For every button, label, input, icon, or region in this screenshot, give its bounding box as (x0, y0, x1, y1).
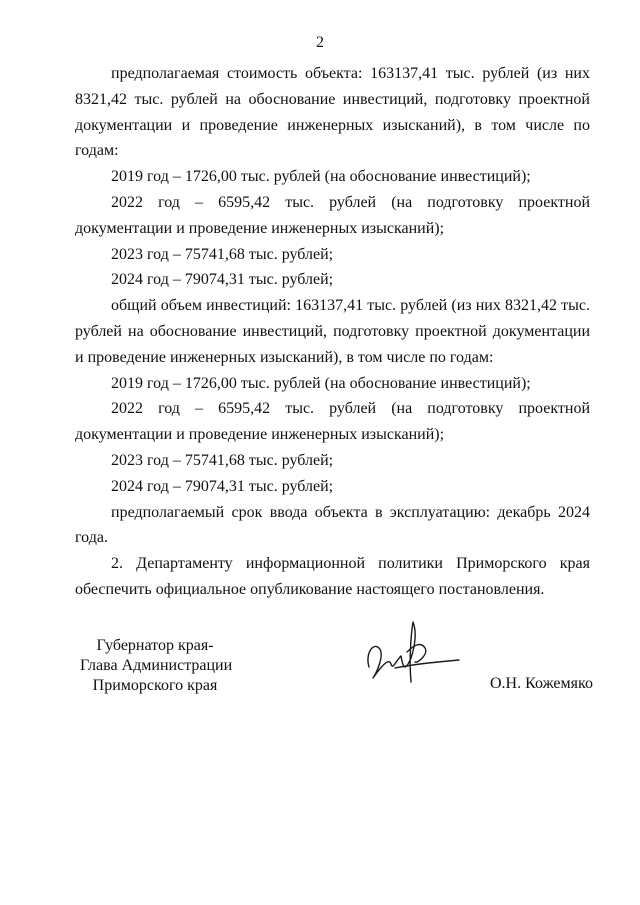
paragraph: 2022 год – 6595,42 тыс. рублей (на подготовку проектной документации и проведение инженерных изысканий); (75, 400, 590, 444)
page-number: 2 (316, 34, 324, 51)
document-body (75, 61, 590, 603)
paragraph: 2023 год – 75741,68 тыс. рублей; (111, 451, 334, 469)
paragraph: 2024 год – 79074,31 тыс. рублей; (111, 271, 334, 289)
signatory-title-line: Глава Администрации (80, 657, 233, 674)
paragraph: предполагаемый срок ввода объекта в эксплуатацию: декабрь 2024 года. (75, 503, 590, 547)
paragraph: 2019 год – 1726,00 тыс. рублей (на обоснование инвестиций); (111, 168, 531, 186)
signatory-title-line: Приморского края (92, 677, 218, 694)
signatory-name: О.Н. Кожемяко (490, 675, 593, 692)
paragraph: 2023 год – 75741,68 тыс. рублей; (111, 245, 334, 263)
handwritten-signature-icon (355, 612, 465, 692)
signatory-title-line: Губернатор края- (96, 637, 214, 654)
paragraph: предполагаемая стоимость объекта: 163137,41 тыс. рублей (из них 8321,42 тыс. рублей на обоснование инвестиций, подготовку проектной документации и проведение инженерных изысканий), в том числе по годам: (75, 65, 590, 160)
paragraph: 2. Департаменту информационной политики Приморского края обеспечить официальное опубликование настоящего постановления. (75, 555, 590, 598)
paragraph: 2024 год – 79074,31 тыс. рублей; (111, 477, 334, 495)
signatory-title (80, 636, 233, 696)
paragraph: общий объем инвестиций: 163137,41 тыс. рублей (из них 8321,42 тыс. рублей на обоснование инвестиций, подготовку проектной документации и проведение инженерных изысканий), в том числе по годам: (75, 297, 590, 366)
paragraph: 2019 год – 1726,00 тыс. рублей (на обоснование инвестиций); (111, 374, 531, 392)
paragraph: 2022 год – 6595,42 тыс. рублей (на подготовку проектной документации и проведение инженерных изысканий); (75, 193, 590, 237)
